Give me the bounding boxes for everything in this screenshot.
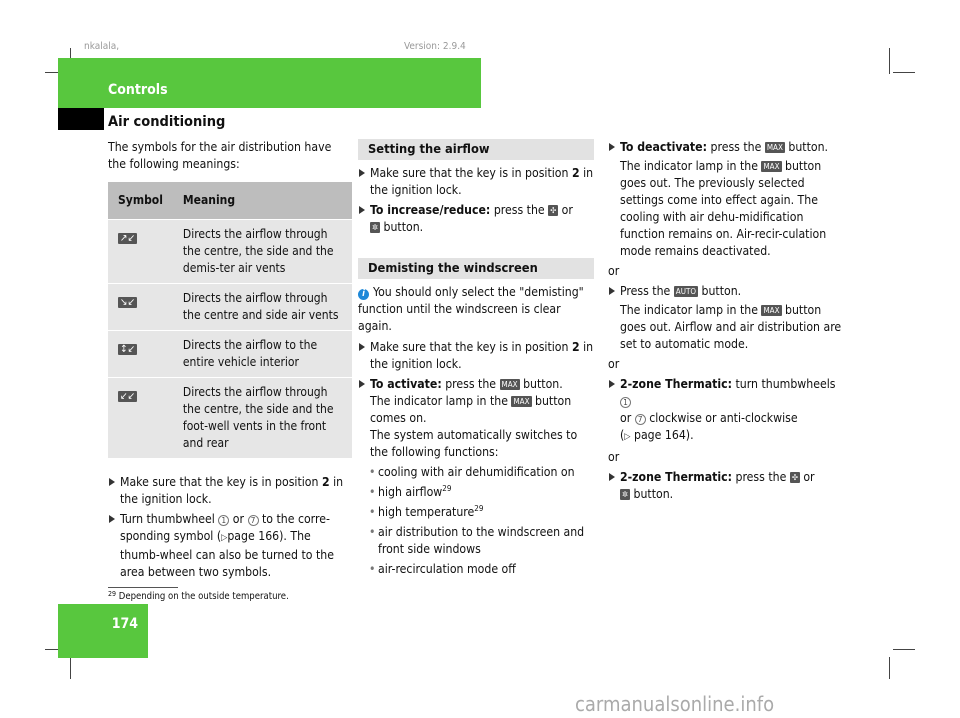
air-centre-side-icon: ↘↙ — [120, 297, 136, 308]
fan-increase-icon: ✣ — [791, 473, 798, 482]
crop-mark — [889, 657, 890, 679]
air-entire-interior-icon: ↕↙ — [120, 344, 136, 355]
table-cell: Directs the airflow to the entire vehicle interior — [173, 331, 352, 378]
page-ref-icon: ▷ — [624, 432, 631, 442]
crop-mark — [889, 48, 890, 74]
defrost-max-icon: MAX — [501, 380, 518, 389]
thumbwheel-1-marker: 1 — [620, 397, 631, 408]
footnote-divider — [108, 587, 178, 588]
instruction-step: To activate: press the MAX button. — [358, 376, 594, 393]
page-number: 174 — [111, 616, 138, 632]
auto-button-icon: AUTO — [675, 287, 697, 296]
instruction-step: Turn thumbwheel 1 or 7 to the corre-sponding symbol (▷page 166). The thumb-wheel can also be turned to the area between two symbols. — [108, 511, 352, 581]
defrost-max-icon: MAX — [763, 162, 780, 171]
instruction-step: To deactivate: press the MAX button. — [608, 139, 846, 156]
instruction-step: Press the AUTO button. — [608, 283, 846, 300]
table-row — [108, 284, 352, 331]
thumbwheel-7-marker: 7 — [635, 414, 646, 425]
crop-mark — [70, 657, 71, 679]
thumbwheel-1-marker: 1 — [218, 515, 229, 526]
air-centre-side-foot-icon: ↙↙ — [120, 391, 136, 402]
instruction-step: 2-zone Thermatic: press the ✣ or ✲ button. — [608, 469, 846, 503]
instruction-step: Make sure that the key is in position 2 in the ignition lock. — [358, 339, 594, 373]
fan-decrease-icon: ✲ — [622, 490, 629, 499]
table-cell: Directs the airflow through the centre, the side and the foot-well vents in the front and rear — [173, 378, 352, 459]
instruction-detail: The indicator lamp in the MAX button goes out. The previously selected settings come into effect again. The cooling with air dehu-midification function remains on. Air-recir-culation mode remains deactivated. — [620, 159, 827, 258]
footnote-marker: 29 — [474, 504, 484, 513]
list-item: • air-recirculation mode off — [358, 561, 594, 578]
crop-mark — [893, 649, 915, 650]
footnote: $^{29}$ Depending on the outside temperature. — [108, 590, 289, 602]
list-item: • high temperature$^{29}$ — [358, 504, 594, 521]
section-heading-airflow: Setting the airflow — [358, 139, 594, 160]
fan-increase-icon: ✣ — [550, 206, 557, 215]
instruction-detail: The indicator lamp in the MAX button comes on. — [370, 394, 572, 425]
intro-text: The symbols for the air distribution have the following meanings: — [108, 140, 332, 171]
table-header: Meaning — [173, 182, 352, 220]
list-item: • air distribution to the windscreen and front side windows — [358, 524, 594, 558]
table-row — [108, 220, 352, 284]
thumbwheel-7-marker: 7 — [248, 515, 259, 526]
table-row — [108, 378, 352, 459]
list-item: • cooling with air dehumidification on — [358, 464, 594, 481]
footnote-marker: 29 — [442, 484, 452, 493]
column-right — [608, 139, 846, 503]
crop-mark — [893, 72, 915, 73]
air-centre-side-demist-icon: ↗↙ — [120, 233, 136, 244]
meta-version: Version: 2.9.4 — [404, 41, 466, 52]
meta-author: nkalala, — [84, 41, 120, 52]
column-left — [108, 139, 352, 581]
instruction-detail: The system automatically switches to the following functions: — [370, 428, 578, 459]
table-header: Symbol — [108, 182, 173, 220]
or-separator: or — [608, 450, 620, 464]
info-note: i You should only select the "demisting" function until the windscreen is clear again. — [358, 285, 584, 333]
list-item: • high airflow$^{29}$ — [358, 484, 594, 501]
or-separator: or — [608, 264, 620, 278]
defrost-max-icon: MAX — [766, 143, 783, 152]
page-title: Air conditioning — [108, 114, 226, 130]
instruction-detail: The indicator lamp in the MAX button goes out. Airflow and air distribution are set to automatic mode. — [620, 303, 842, 351]
instruction-step: To increase/reduce: press the ✣ or ✲ button. — [358, 202, 594, 236]
fan-decrease-icon: ✲ — [372, 223, 379, 232]
instruction-step: 2-zone Thermatic: turn thumbwheels 1 or 7 clockwise or anti-clockwise (▷ page 164). — [608, 376, 846, 446]
watermark: carmanualsonline.info — [575, 692, 775, 716]
defrost-max-icon: MAX — [513, 397, 530, 406]
defrost-max-icon: MAX — [763, 306, 780, 315]
or-separator: or — [608, 357, 620, 371]
page-ref-icon: ▷ — [221, 533, 228, 543]
table-cell: Directs the airflow through the centre and side air vents — [173, 284, 352, 331]
section-title: Controls — [108, 82, 168, 98]
section-heading-demisting: Demisting the windscreen — [358, 258, 594, 279]
instruction-step: Make sure that the key is in position 2 in the ignition lock. — [108, 474, 352, 508]
table-row — [108, 331, 352, 378]
info-icon: i — [358, 289, 369, 300]
table-cell: Directs the airflow through the centre, the side and the demis-ter air vents — [173, 220, 352, 284]
instruction-step: Make sure that the key is in position 2 in the ignition lock. — [358, 165, 594, 199]
air-distribution-table — [108, 182, 352, 458]
column-middle — [358, 139, 594, 578]
header-tab — [58, 108, 104, 130]
